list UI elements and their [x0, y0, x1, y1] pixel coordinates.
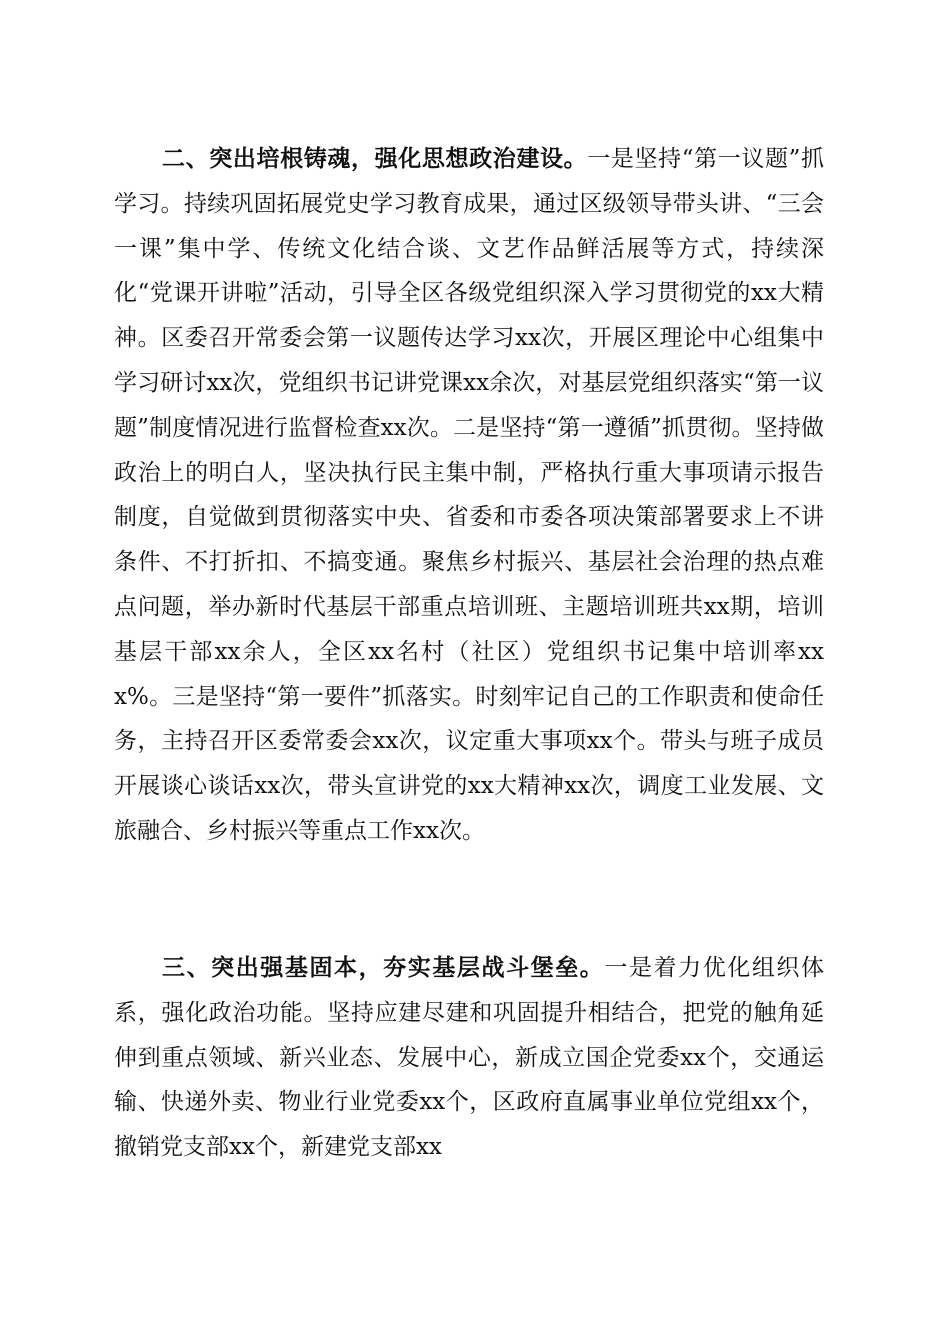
section-body-3: 一是着力优化组织体系，强化政治功能。坚持应建尽建和巩固提升相结合，把党的触角延伸到重点领域、新兴业态、发展中心，新成立国企党委xx个，交通运输、快递外卖、物业行业党委xx个，区政府直属事业单位党组xx个，撤销党支部xx个，新建党支部xx: [114, 955, 825, 1161]
section-body-2: 一是坚持“第一议题”抓学习。持续巩固拓展党史学习教育成果，通过区级领导带头讲、“三会一课”集中学、传统文化结合谈、文艺作品鲜活展等方式，持续深化“党课开讲啦”活动，引导全区各级党组织深入学习贯彻党的xx大精神。区委召开常委会第一议题传达学习xx次，开展区理论中心组集中学习研讨xx次，党组织书记讲党课xx余次，对基层党组织落实“第一议题”制度情况进行监督检查xx次。二是坚持“第一遵循”抓贯彻。坚持做政治上的明白人，坚决执行民主集中制，严格执行重大事项请示报告制度，自觉做到贯彻落实中央、省委和市委各项决策部署要求上不讲条件、不打折扣、不搞变通。聚焦乡村振兴、基层社会治理的热点难点问题，举办新时代基层干部重点培训班、主题培训班共xx期，培训基层干部xx余人，全区xx名村（社区）党组织书记集中培训率xxx%。三是坚持“第一要件”抓落实。时刻牢记自己的工作职责和使命任务，主持召开区委常委会xx次，议定重大事项xx个。带头与班子成员开展谈心谈话xx次，带头宣讲党的xx大精神xx次，调度工业发展、文旅融合、乡村振兴等重点工作xx次。: [114, 146, 824, 844]
section-heading-3: 三、突出强基固本，夯实基层战斗堡垒。: [162, 955, 605, 981]
section-paragraph-2: [114, 137, 824, 854]
section-heading-2: 二、突出培根铸魂，强化思想政治建设。: [162, 146, 588, 172]
section-paragraph-3: [114, 946, 824, 1170]
